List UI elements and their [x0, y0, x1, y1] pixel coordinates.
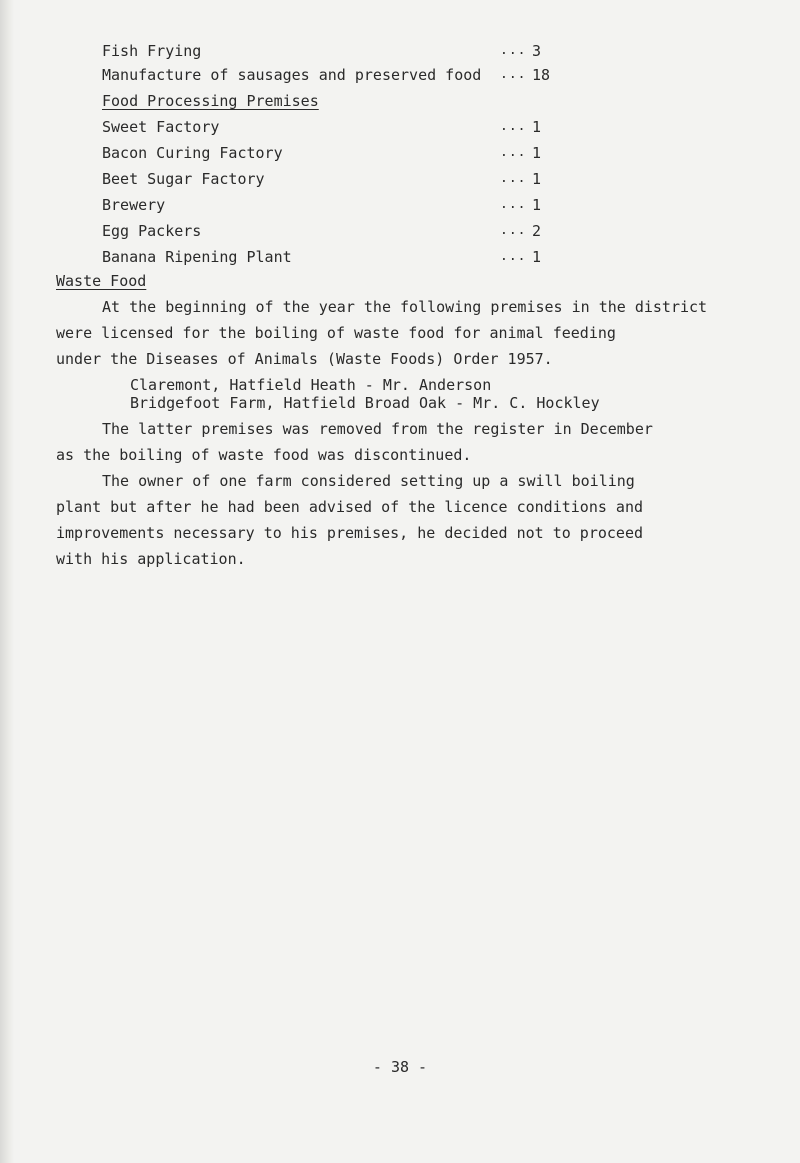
scan-edge-shadow [0, 0, 14, 1163]
leader-dots: ... [500, 223, 527, 238]
leader-dots: ... [500, 67, 527, 82]
paragraph-line: The latter premises was removed from the register in December [102, 420, 653, 438]
item-label: Manufacture of sausages and preserved food [102, 66, 482, 84]
leader-dots: ... [500, 119, 527, 134]
item-label: Beet Sugar Factory [102, 170, 265, 188]
item-label: Sweet Factory [102, 118, 220, 136]
item-count: 1 [532, 196, 542, 214]
section-heading-waste-food: Waste Food [56, 272, 147, 290]
item-count: 3 [532, 42, 542, 60]
leader-dots: ... [500, 145, 527, 160]
paragraph-line: The owner of one farm considered setting up a swill boiling [102, 472, 635, 490]
item-count: 1 [532, 118, 542, 136]
paragraph-line: At the beginning of the year the following premises in the district [102, 298, 708, 316]
paragraph-line: were licensed for the boiling of waste food for animal feeding [56, 324, 616, 342]
leader-dots: ... [500, 197, 527, 212]
leader-dots: ... [500, 43, 527, 58]
licensed-premises-entry: Bridgefoot Farm, Hatfield Broad Oak - Mr. C. Hockley [130, 394, 600, 412]
item-label: Fish Frying [102, 42, 202, 60]
paragraph-line: with his application. [56, 550, 246, 568]
paragraph-line: as the boiling of waste food was discontinued. [56, 446, 472, 464]
item-count: 2 [532, 222, 542, 240]
item-count: 1 [532, 248, 542, 266]
item-label: Egg Packers [102, 222, 202, 240]
section-heading-food-processing: Food Processing Premises [102, 92, 319, 110]
item-label: Bacon Curing Factory [102, 144, 283, 162]
item-count: 1 [532, 144, 542, 162]
item-label: Brewery [102, 196, 166, 214]
item-label: Banana Ripening Plant [102, 248, 292, 266]
leader-dots: ... [500, 171, 527, 186]
leader-dots: ... [500, 249, 527, 264]
page-number: - 38 - [372, 1058, 428, 1076]
item-count: 18 [532, 66, 551, 84]
paragraph-line: under the Diseases of Animals (Waste Foods) Order 1957. [56, 350, 553, 368]
licensed-premises-entry: Claremont, Hatfield Heath - Mr. Anderson [130, 376, 492, 394]
paragraph-line: plant but after he had been advised of the licence conditions and [56, 498, 643, 516]
paragraph-line: improvements necessary to his premises, he decided not to proceed [56, 524, 643, 542]
item-count: 1 [532, 170, 542, 188]
